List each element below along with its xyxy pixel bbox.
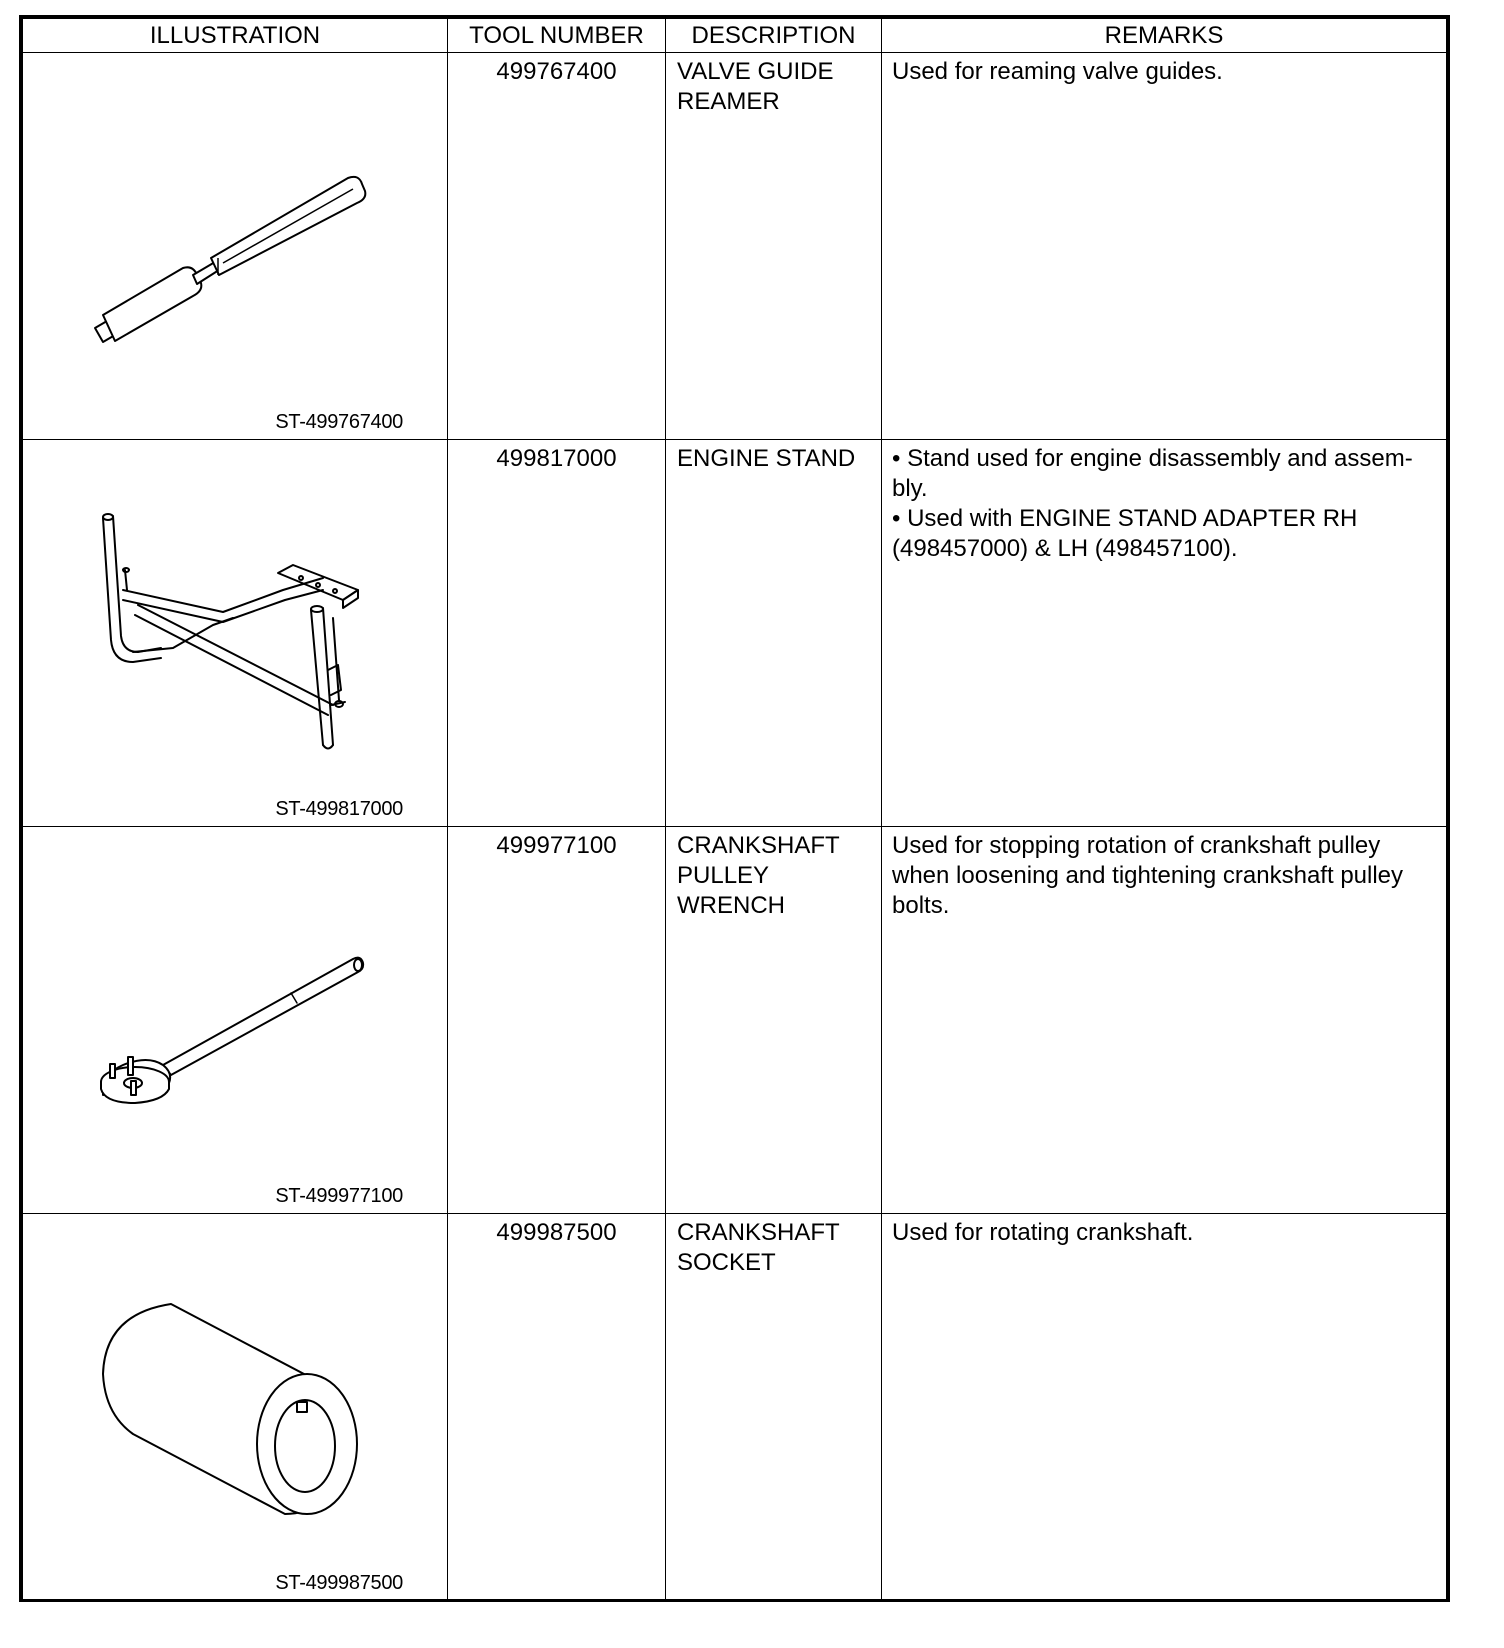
crankshaft-pulley-wrench-icon	[23, 827, 448, 1212]
special-tools-table-frame	[19, 15, 1450, 1602]
remark-line: • Used with ENGINE STAND ADAPTER RH (498457000) & LH (498457100).	[892, 505, 1358, 562]
remarks	[882, 1214, 1447, 1601]
header-description: DESCRIPTION	[666, 19, 882, 53]
table-row	[23, 1214, 1447, 1601]
valve-guide-reamer-icon	[23, 53, 448, 438]
engine-stand-icon	[23, 440, 448, 825]
description: VALVE GUIDE REAMER	[666, 53, 882, 440]
description: CRANKSHAFT PULLEY WRENCH	[666, 827, 882, 1214]
header-remarks: REMARKS	[882, 19, 1447, 53]
header-illustration: ILLUSTRATION	[23, 19, 448, 53]
table-row	[23, 827, 1447, 1214]
remarks	[882, 827, 1447, 1214]
tool-number: 499987500	[448, 1214, 666, 1601]
table-row	[23, 53, 1447, 440]
illustration-cell	[23, 53, 448, 440]
description: CRANKSHAFT SOCKET	[666, 1214, 882, 1601]
illustration-cell	[23, 440, 448, 827]
remarks	[882, 53, 1447, 440]
description: ENGINE STAND	[666, 440, 882, 827]
st-label: ST-499977100	[275, 1185, 403, 1207]
remark-line: Used for stopping rotation of crankshaft pulley when loosening and tightening crankshaft pulley bolts.	[892, 832, 1404, 919]
remarks	[882, 440, 1447, 827]
table-row	[23, 440, 1447, 827]
remark-line: Used for rotating crankshaft.	[892, 1219, 1194, 1246]
tool-number: 499977100	[448, 827, 666, 1214]
table-header-row	[23, 19, 1447, 53]
illustration-cell	[23, 1214, 448, 1601]
crankshaft-socket-icon	[23, 1214, 448, 1599]
special-tools-table	[22, 18, 1447, 1601]
illustration-cell	[23, 827, 448, 1214]
st-label: ST-499987500	[275, 1572, 403, 1594]
tool-number: 499817000	[448, 440, 666, 827]
header-tool-number: TOOL NUMBER	[448, 19, 666, 53]
st-label: ST-499817000	[275, 798, 403, 820]
st-label: ST-499767400	[275, 411, 403, 433]
remark-line: • Stand used for engine disassembly and assem-bly.	[892, 445, 1413, 502]
remark-line: Used for reaming valve guides.	[892, 58, 1223, 85]
tool-number: 499767400	[448, 53, 666, 440]
